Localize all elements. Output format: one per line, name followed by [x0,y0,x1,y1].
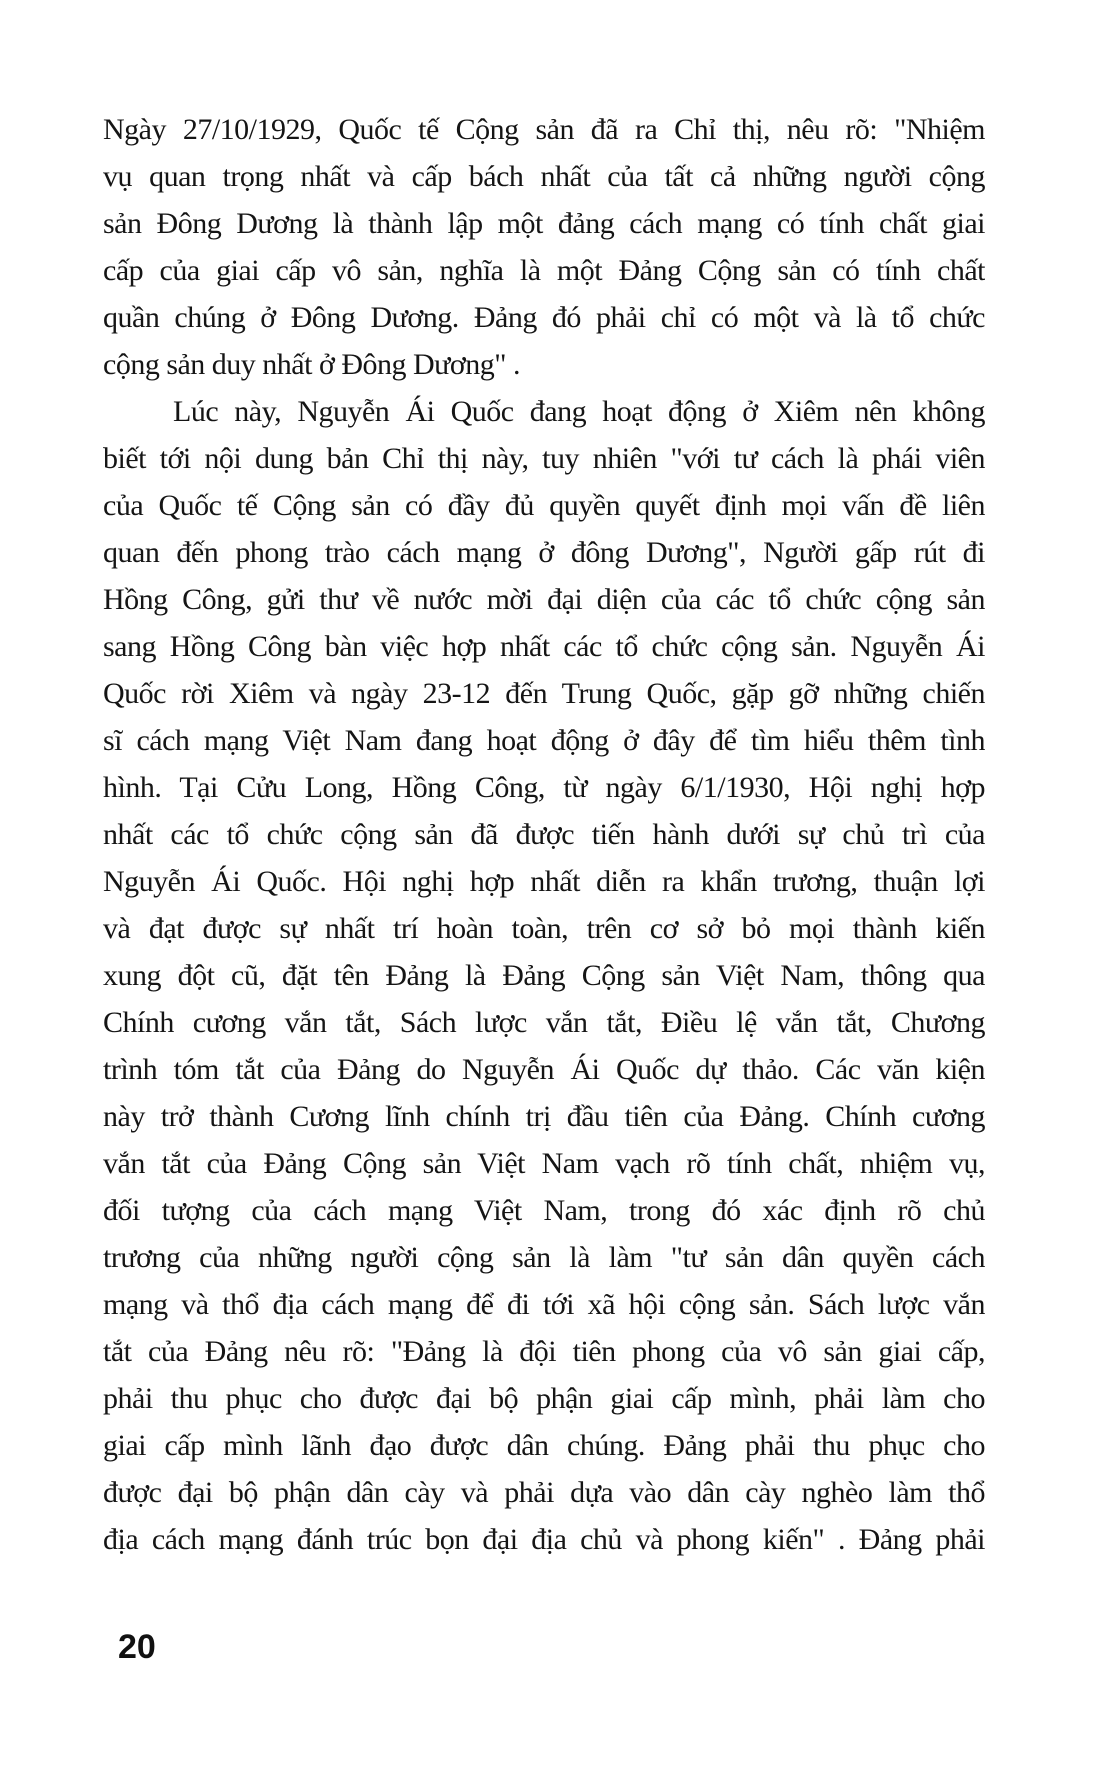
text-line-p1-5: quần chúng ở Đông Dương. Đảng đó phải chỉ có một và là tổ chức [103,301,985,334]
text-line-p1-3: sản Đông Dương là thành lập một đảng cách mạng có tính chất giai [103,207,985,240]
text-line-p1-4: cấp của giai cấp vô sản, nghĩa là một Đảng Cộng sản có tính chất [103,254,985,287]
text-line-p2-25: địa cách mạng đánh trúc bọn đại địa chủ và phong kiến" . Đảng phải [103,1523,985,1556]
page-number: 20 [118,1628,156,1666]
text-line-p2-9: hình. Tại Cửu Long, Hồng Công, từ ngày 6/1/1930, Hội nghị hợp [103,771,985,804]
text-line-p2-5: Hồng Công, gửi thư về nước mời đại diện của các tổ chức cộng sản [103,583,985,616]
text-line-p2-23: giai cấp mình lãnh đạo được dân chúng. Đảng phải thu phục cho [103,1429,985,1462]
text-line-p1-6: cộng sản duy nhất ở Đông Dương" . [103,348,521,381]
text-line-p2-13: xung đột cũ, đặt tên Đảng là Đảng Cộng sản Việt Nam, thông qua [103,959,985,992]
text-line-p2-21: tắt của Đảng nêu rõ: "Đảng là đội tiên phong của vô sản giai cấp, [103,1335,985,1368]
text-line-p2-14: Chính cương vắn tắt, Sách lược vắn tắt, Điều lệ vắn tắt, Chương [103,1006,985,1039]
body-text [103,106,985,1563]
text-line-p2-22: phải thu phục cho được đại bộ phận giai cấp mình, phải làm cho [103,1382,985,1415]
text-line-p1-1: Ngày 27/10/1929, Quốc tế Cộng sản đã ra Chỉ thị, nêu rõ: "Nhiệm [103,113,985,146]
text-line-p2-11: Nguyễn Ái Quốc. Hội nghị hợp nhất diễn ra khẩn trương, thuận lợi [103,865,985,898]
text-line-p2-4: quan đến phong trào cách mạng ở đông Dương", Người gấp rút đi [103,536,985,569]
text-line-p2-3: của Quốc tế Cộng sản có đầy đủ quyền quyết định mọi vấn đề liên [103,489,985,522]
text-line-p2-1: Lúc này, Nguyễn Ái Quốc đang hoạt động ở Xiêm nên không [173,395,985,428]
text-line-p2-16: này trở thành Cương lĩnh chính trị đầu tiên của Đảng. Chính cương [103,1100,985,1133]
text-line-p2-18: đối tượng của cách mạng Việt Nam, trong đó xác định rõ chủ [103,1194,985,1227]
text-line-p1-2: vụ quan trọng nhất và cấp bách nhất của tất cả những người cộng [103,160,985,193]
text-line-p2-7: Quốc rời Xiêm và ngày 23-12 đến Trung Quốc, gặp gỡ những chiến [103,677,985,710]
text-line-p2-17: vắn tắt của Đảng Cộng sản Việt Nam vạch rõ tính chất, nhiệm vụ, [103,1147,985,1180]
text-line-p2-8: sĩ cách mạng Việt Nam đang hoạt động ở đây để tìm hiểu thêm tình [103,724,985,757]
text-line-p2-2: biết tới nội dung bản Chỉ thị này, tuy nhiên "với tư cách là phái viên [103,442,985,475]
text-line-p2-12: và đạt được sự nhất trí hoàn toàn, trên cơ sở bỏ mọi thành kiến [103,912,985,945]
text-line-p2-24: được đại bộ phận dân cày và phải dựa vào dân cày nghèo làm thổ [103,1476,985,1509]
text-line-p2-10: nhất các tổ chức cộng sản đã được tiến hành dưới sự chủ trì của [103,818,985,851]
text-line-p2-6: sang Hồng Công bàn việc hợp nhất các tổ chức cộng sản. Nguyễn Ái [103,630,985,663]
text-line-p2-19: trương của những người cộng sản là làm "tư sản dân quyền cách [103,1241,985,1274]
text-line-p2-20: mạng và thổ địa cách mạng để đi tới xã hội cộng sản. Sách lược vắn [103,1288,985,1321]
text-line-p2-15: trình tóm tắt của Đảng do Nguyễn Ái Quốc dự thảo. Các văn kiện [103,1053,985,1086]
